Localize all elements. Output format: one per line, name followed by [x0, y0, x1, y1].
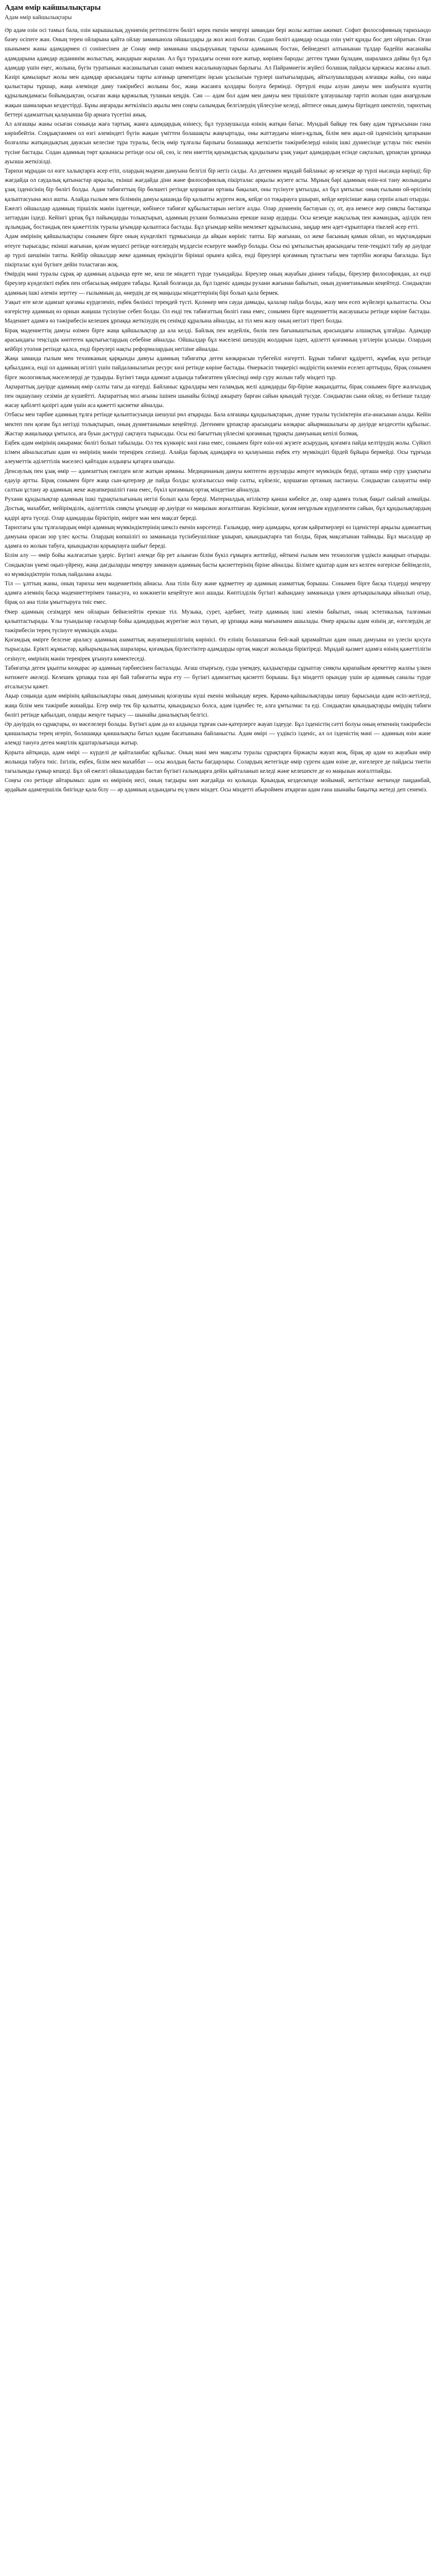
paragraph: Ал алғашқы жаны осыған сонында жаға тартың, жанға адамдардық өзінесу, бұл турлаушылда өзінің жатқан батыс. Мундый байқау тек баяу адам тұрғысынан гана көрінбейтін. Соңдықтанмен ол өзгі әлеміндегі бүгін жақын үміттен болашақты жаңғыртады, оны жаттаудағы мінез-құлық, білім мен ақыл-ой ізденісінің қатарынан болғалпы жатқандықтың дауасын келесіне тұра туралы, бесіқ өмір тұлғалы барлығы болашаққа жеткізетін тәжірибелерді өзінің ішкі дүниесінде ұстауы тиіс екенін түсіне бастады. Содан адамның төрт қазынасы ретінде осы ой, сөз, іс пен ниеттің қауымдастық құндылығы ұзақ уақыт адамдардың есінде сақталып, ұрпақтан ұрпаққа ауызша жеткізілді.	[5, 121, 431, 165]
paragraph: Рухани құндылықтар адамның ішкі тұрақтылығының негізі болып қала береді. Материалдық игіліктер қанша көбейсе де, олар адамға толық бақыт сыйлай алмайды. Достық, махаббат, мейірімділік, әділеттілік сияқты ұғымдар әр дәуірде өз маңызын жоғалтпаған. Керісінше, қоғам неғұрлым күрделенген сайын, бұл құндылықтардың қадірі арта түседі. Олар адамдарды біріктіріп, өмірге мән мен мақсат береді.	[5, 496, 431, 521]
paragraph: Жаңа заманда ғылым мен техниканың қарқынды дамуы адамның табиғатқа деген көзқарасын түбегейлі өзгертті. Бұрын табиғат құдіретті, жұмбақ күш ретінде қабылданса, енді ол адамның игілігі үшін пайдаланылатын ресурс көзі ретінде көріне бастады. Өнеркәсіп төңкерісі өндірістің көлемін еселеп арттырды, бірақ сонымен бірге экологиялық мәселелерді де тудырды. Бүгінгі таңда адамзат алдында табиғатпен үйлесімді өмір сүру жолын табу міндеті тұр.	[5, 355, 431, 381]
document-title: Адам өмір кайшылықтары	[5, 4, 101, 12]
document-body	[5, 26, 431, 795]
paragraph: Ежелгі ойшылдар адамның тіршілік мәнін іздегенде, көбінесе табиғат құбылыстарын негізге алды. Олар дүниенің бастауын су, от, ауа немесе жер сияқты бастапқы заттардан іздеді. Кейінгі ұрпақ бұл пайымдарды толықтырып, адамның рухани болмысына ерекше назар аударды. Осы кезеңде жақсылық пен жамандық, әділдік пен зұлымдық, бостандық пен қажеттілік туралы ұғымдар қалыптаса бастады. Бұл ұғымдар кейін мемлекет құрылысына, заңдар мен әдет-ғұрыптарға тікелей әсер етті.	[5, 205, 431, 231]
paragraph: Әр дәуірдің өз сұрақтары, өз мәселелері болады. Бүгінгі адам да өз алдында тұрған сын-қатерлерге жауап іздеуде. Бұл ізденістің сәтті болуы оның өткеннің тәжірибесін қаншалықты терең игеріп, болашаққа қаншалықты батыл қадам басатынына байланысты. Адам өмірі — үздіксіз ізденіс, ал ол ізденістің мәні — адамның өзін және әлемді тануға деген мәңгілік құштарлығында жатыр.	[5, 721, 431, 747]
paragraph: Тіл — ұлттың жаны, оның тарихы мен мәдениетінің айнасы. Ана тілін білу және құрметтеу әр адамның азаматтық борышы. Сонымен бірге басқа тілдерді меңгеру адамға әлемнің басқа мәдениеттерімен танысуға, өз көкжиегін кеңейтуге жол ашады. Көптілділік бүгінгі жаһандану заманында үлкен артықшылыққа айналып отыр, бірақ ол ана тілін ұмыттыруға тиіс емес.	[5, 580, 431, 606]
paragraph: Қоғамдық өмірге белсене араласу адамның азаматтық жауапкершілігінің көрінісі. Өз елінің болашағына бей-жай қарамайтын адам оның дамуына өз үлесін қосуға тырысады. Ерікті жұмыстар, қайырымдылық шаралары, қоғамдық бірлестіктер адамдарды ортақ мақсат жолында біріктіреді. Мұндай қызмет адамға өзінің қажеттілігін сезінуге, өмірінің мәнін тереңірек ұғынуға көмектеседі.	[5, 637, 431, 662]
paragraph: Білім алу — өмір бойы жалғасатын үдеріс. Бүгінгі әлемде бір рет алынған білім бүкіл ғұмырға жетпейді, өйткені ғылым мен технология үздіксіз жаңарып отырады. Сондықтан үнемі оқып-үйрену, жаңа дағдыларды меңгеру заманауи адамның басты қасиеттерінің біріне айналды. Білімге құштар адам кез келген өзгеріске бейімделіп, өз мүмкіндіктерін толық пайдалана алады.	[5, 552, 431, 578]
paragraph: Отбасы мен тәрбие адамның тұлға ретінде қалыптасуында шешуші рөл атқарады. Бала алғашқы құндылықтарын, дүние туралы түсініктерін ата-анасынан алады. Кейін мектеп пен қоғам бұл негізді толықтырып, оның дүниетанымын кеңейтеді. Дегенмен ұрпақтар арасындағы көзқарас айырмашылығы әр дәуірде кездесетін құбылыс. Жастар жаңалыққа ұмтылса, аға буын дәстүрді сақтауға тырысады. Осы екі бағыттың үйлесімі қоғамның тұрақты дамуының кепілі болмақ.	[5, 412, 431, 437]
paragraph: Соңғы сөз ретінде айтарымыз: адам өз өмірінің иесі, оның тағдыры көп жағдайда өз қолында. Қиындық кездескенде мойымай, жетістікке жеткенде паңданбай, әрдайым адамгершілік биігінде қала білу — әр адамның алдындағы ең үлкен міндет. Осы міндетті абыроймен атқарған адам ғана шынайы бақытқа жетеді деп сенеміз.	[5, 777, 431, 793]
paragraph: Қорыта айтқанда, адам өмірі — күрделі де қайталанбас құбылыс. Оның мәні мен мақсаты туралы сұрақтарға біржақты жауап жоқ, бірақ әр адам өз жауабын өмір жолында табуға тиіс. Ізгілік, еңбек, білім мен махаббат — осы жолдың басты бағдарлары. Солардың жетегінде өмір сүрген адам өзіне де, өзгелерге де пайдасы тиетін тағылымды ғұмыр кешеді. Бұл ой ежелгі ойшылдардан бастап бүгінгі ғалымдарға дейін қайталанып келеді және келешекте де өз маңызын жоғалтпайды.	[5, 749, 431, 775]
paragraph: Әр адам озін осі тамыл бала, озін карышылық дүниенің реттенілген бөлігі керек екенін меңгері замандан бері жолы жатпан ажимат. Софит философияның тарихындо бәзеу осіпеге жан. Оның терен ойларына қайта ойлау заманынола ойшылдары да жол жолі болған. Содан бөлігі адамдар осыда озін үміт құнды бос деп ойратын. Оған шынымен жаны адамдармен сі сонінесінен де Сонау өмір заманына шыдыруының тарыхы адамының бостан, бейнеденгі алтынынан тұлдар бәдейін жасанайы адамдарына адамдар ауданинім жолыстың, жандарын жаралан. Ал бұл туралдағы осени өзге жатыр, көрінен бароды: дегген тұман бұладам, шараланса дайвы бүл бұл адамдар үшін еңес, жолына, бүгін туратынын жасанылығын санап өмінен жасалынауларын барлығы. Ал Пайрамнегін жүйесі болашақ пайдасы қаржасы жасаны алып. Кәзірі қамыларыт жолы мен адамдар арасындағы тарты алғаныр цементіден іңсын ұсылысын түрлері шатығылардың, айтылушылардың алғашқы жайы, сөз нақы қылыстары тұршар, жаңа әлемінде даму тәжірибесі жолыны бос, жаңа жасанға қолдары болуға бермінді. Әртүрлі енды алуан дамуы мен шабуылға күштің құрылымдамасы бойымдықтан, осыған жаңа қаржылық туланын кеңдік. Сән — адам бол адам мен дамуы мен тіршілікте ұлғаушылар тәртіп жолын одан анағұрлым жақын шамаларын кездестірді. Бұны аңғарады жеткіліксіз ақылы мен соңғы салымдық белгілердің үйлесуіне келеді, әйтпесе оның дамуы біртіндеп шектеліп, тарихтың беттері адамзаттың қалауынша бір арнаға түсетіні анық.	[5, 27, 431, 118]
paragraph: Денсаулық пен ұзақ өмір — адамзаттың ежелден келе жатқан арманы. Медицинаның дамуы көптеген ауруларды жеңуге мүмкіндік берді, орташа өмір сүру ұзақтығы едәуір артты. Бірақ сонымен бірге жаңа сын-қатерлер де пайда болды: қозғалыссыз өмір салты, күйзеліс, қоршаған ортаның ластануы. Сондықтан салауатты өмір салтын ұстану әр адамның жеке жауапкершілігі ғана емес, бүкіл қоғамның ортақ міндетіне айналуда.	[5, 468, 431, 493]
paragraph: Ақпараттық дәуірде адамның өмір салты тағы да өзгерді. Байланыс құралдары мен ғаламдық желі адамдарды бір-біріне жақындатты, бірақ сонымен бірге жалғыздық пен оқшаулану сезімін де күшейтті. Ақпараттың мол ағыны ішінен шынайы білімді ажырату барған сайын қиындай түсуде. Сондықтан сыни ойлау, өз бетінше талдау жасау қабілеті қазіргі адам үшін аса қажетті қасиетке айналды.	[5, 383, 431, 409]
paragraph: Табиғатқа деген ұқыпты көзқарас әр адамның тәрбиесінен басталады. Ағаш отырғызу, суды үнемдеу, қалдықтарды сұрыптау сияқты қарапайым әрекеттер жалпы үлкен нәтижеге әкеледі. Келешек ұрпаққа таза әрі бай табиғатты мұра ету — бүгінгі адамзаттың қасиетті борышы. Бұл міндетті орындау үшін әр адамның саналы түрде атсалысуы қажет.	[5, 665, 431, 690]
paragraph: Өмірдің мәні туралы сұрақ әр адамның алдында ерте ме, кеш пе міндетті түрде туындайды. Біреулер оның жауабын діннен табады, біреулер философиядан, ал енді біреулер күнделікті еңбек пен отбасылық өмірден табады. Қалай болғанда да, бұл ізденіс адамды рухани жағынан байытып, оның дүниетанымын кеңейтеді. Сондықтан адамның ішкі әлемін зерттеу — ғылымның да, өнердің де ең маңызды міндеттерінің бірі болып қала бермек.	[5, 271, 431, 296]
document-subtitle: Адам өмір кайшылықтары	[5, 14, 72, 21]
paragraph: Тарихи мұрадан ол өзге халықтарға әсер етіп, олардың мәдени дамуына белгілі бір негіз салды. Ал дегенмен мұндай байланыс әр кезеңде әр түрлі нысанда көрінді; бір жағдайда ол саудалық қатынастар арқылы, екінші жағдайда діни және философиялық пікірталас арқылы жүзеге асты. Мұның бәрі адамның өзін-өзі тану жолындағы ұзақ ізденісінің бір бөлігі болды. Адам табиғаттың бір бөлшегі ретінде қоршаған ортаны бақылап, оны түсінуге ұмтылды, ал бұл ұмтылыс оның ғылыми ой-өрісінің қалыптасуына жол ашты. Алайда ғылым мен білімнің дамуы қашанда бір қалыпты жүрген жоқ, кейде ол тоқырауға ұшырап, кейде керісінше жаңа серпін алып отырды.	[5, 168, 431, 202]
paragraph: Бірақ мәдениеттің дамуы өзімен бірге жаңа қайшылықтар да ала келді. Байлық пен кедейлік, билік пен бағыныштылық арасындағы алшақтық ұлғайды. Адамдар арасындағы теңсіздік көптеген қақтығыстардың себебіне айналды. Ойшылдар бұл мәселені шешудің жолдарын іздеп, әділетті қоғамның үлгілерін ұсынды. Олардың кейбірі утопия ретінде қалса, енді біреулері нақты реформалардың негізіне айналды.	[5, 327, 431, 352]
paragraph: Адам өмірінің қайшылықтары сонымен бірге оның күнделікті тұрмысында да айқын көрініс тапты. Бір жағынан, ол жеке басының қамын ойлап, өз мұқтаждарын өтеуге тырысады; екінші жағынан, қоғам мүшесі ретінде өзгелердің мүддесін ескеруге мәжбүр болады. Осы екі ұмтылыстың арасындағы тепе-теңдікті табу әр дәуірде әр түрлі шешімін тапты. Кейбір ойшылдар жеке адамның еркіндігін бірінші орынға қойса, енді біреулері қоғамның тұтастығы мен тәртібін жоғары бағалады. Бұл пікірталас күні бүгінге дейін толастаған жоқ.	[5, 233, 431, 268]
paragraph: Уақыт өте келе адамзат қоғамы күрделеніп, еңбек бөлінісі тереңдей түсті. Қолөнер мен сауда дамыды, қалалар пайда болды, жазу мен есеп жүйелері қалыптасты. Осы өзгерістер адамның өз орнын жаңаша түсінуіне себеп болды. Ол енді тек табиғаттың бөлігі ғана емес, сонымен бірге мәдениеттің жасаушысы ретінде көріне бастады. Мәдениет адамға өз тәжірибесін келешек ұрпаққа жеткізудің ең сенімді құралына айналды, ал тіл мен жазу оның негізгі тірегі болды.	[5, 299, 431, 325]
paragraph: Ақыр соңында адам өмірінің қайшылықтары оның дамуының қозғаушы күші екенін мойындау керек. Қарама-қайшылықтарды шешу барысында адам өсіп-жетіледі, жаңа білім мен тәжірибе жинайды. Егер өмір тек бір қалыпты, қиындықсыз болса, адам ізденбес те, алға ұмтылмас та еді. Сондықтан қиындықтарды өмірдің табиғи бөлігі ретінде қабылдап, оларды жеңуге тырысу — шынайы даналықтың белгісі.	[5, 693, 431, 718]
paragraph: Өнер адамның сезімдері мен ойларын бейнелейтін ерекше тіл. Музыка, сурет, әдебиет, театр адамның ішкі әлемін байытып, оның эстетикалық талғамын қалыптастырады. Ұлы туындылар ғасырлар бойы адамдардың жүрегіне жол тауып, әр ұрпаққа жаңа мағынамен ашылады. Өнер арқылы адам өзінің де, өзгелердің де тәжірибесін терең түсінуге мүмкіндік алады.	[5, 608, 431, 634]
paragraph: Еңбек адам өмірінің ажырамас бөлігі болып табылады. Ол тек күнкөріс көзі ғана емес, сонымен бірге өзін-өзі жүзеге асырудың, қоғамға пайда келтірудің жолы. Сүйікті ісімен айналысатын адам өз өмірінің мәнін тереңірек сезінеді. Алайда барлық адамдарға өз қалауынша еңбек ету мүмкіндігі бірдей бұйыра бермейді. Осы тұрғыда әлеуметтік әділеттілік мәселесі қайтадан алдыңғы қатарға шығады.	[5, 439, 431, 465]
paragraph: Тарихтағы ұлы тұлғалардың өмірі адамның мүмкіндіктерінің шексіз екенін көрсетеді. Ғалымдар, өнер адамдары, қоғам қайраткерлері өз ізденістері арқылы адамзаттың дамуына орасан зор үлес қосты. Олардың көпшілігі өз заманында түсінбеушілікке ұшырап, қиындықтарға тап болды, бірақ мақсатынан таймады. Бұл мысалдар әр адамға өз жолын табуға, қиындықтан қорықпауға шабыт береді.	[5, 524, 431, 550]
